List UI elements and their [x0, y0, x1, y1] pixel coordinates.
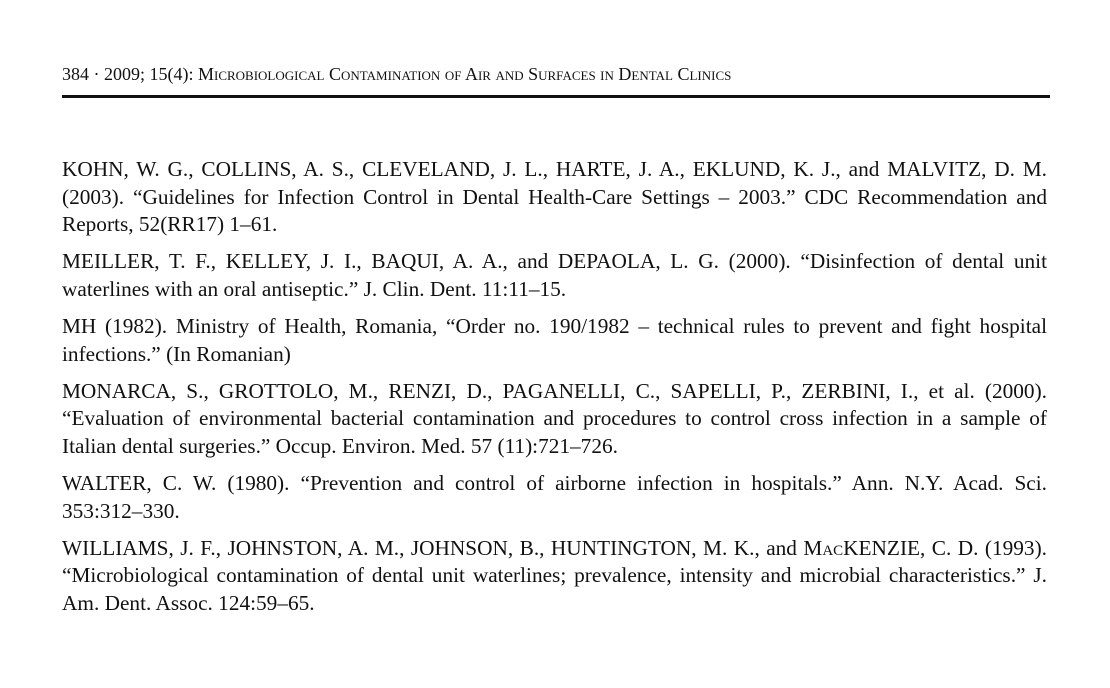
reference-walter: WALTER, C. W. (1980). “Prevention and control of airborne infection in hospitals.” Ann. N.Y. Acad. Sci. 353:312–330.: [62, 470, 1047, 523]
header-rule: [62, 95, 1050, 98]
mackenzie-name: MacKENZIE: [803, 535, 921, 560]
reference-kohn: KOHN, W. G., COLLINS, A. S., CLEVELAND, J. L., HARTE, J. A., EKLUND, K. J., and MALVITZ, D. M. (2003). “Guidelines for Infection Control in Dental Health-Care Settings – 2003.” CDC Recommendation and Reports, 52(RR17) 1–61.: [62, 157, 1047, 237]
williams-rest: , C. D. (1993). “Microbiological contamination of dental unit waterlines; prevalence, intensity and microbial characteristics.” J. Am. Dent. Assoc. 124:59–65.: [62, 535, 1047, 615]
williams-authors: WILLIAMS, J. F., JOHNSTON, A. M., JOHNSON, B., HUNTINGTON, M. K., and: [62, 535, 804, 560]
article-title: Microbiological Contamination of Air and Surfaces in Dental Clinics: [197, 64, 732, 84]
reference-williams: [62, 535, 1047, 618]
reference-meiller: MEILLER, T. F., KELLEY, J. I., BAQUI, A. A., and DEPAOLA, L. G. (2000). “Disinfection of dental unit waterlines with an oral antiseptic.” J. Clin. Dent. 11:11–15.: [62, 249, 1047, 301]
running-header: [62, 64, 1050, 90]
reference-monarca: MONARCA, S., GROTTOLO, M., RENZI, D., PAGANELLI, C., SAPELLI, P., ZERBINI, I., et al. (2000). “Evaluation of environmental bacterial contamination and procedures to control cross infection in a sample of Italian dental surgeries.” Occup. Environ. Med. 57 (11):721–726.: [62, 378, 1047, 458]
page-info: 384 · 2009; 15(4):: [62, 64, 198, 84]
reference-mh: MH (1982). Ministry of Health, Romania, “Order no. 190/1982 – technical rules to prevent and fight hospital infections.” (In Romanian): [62, 313, 1047, 366]
reference-list: [62, 156, 1047, 627]
